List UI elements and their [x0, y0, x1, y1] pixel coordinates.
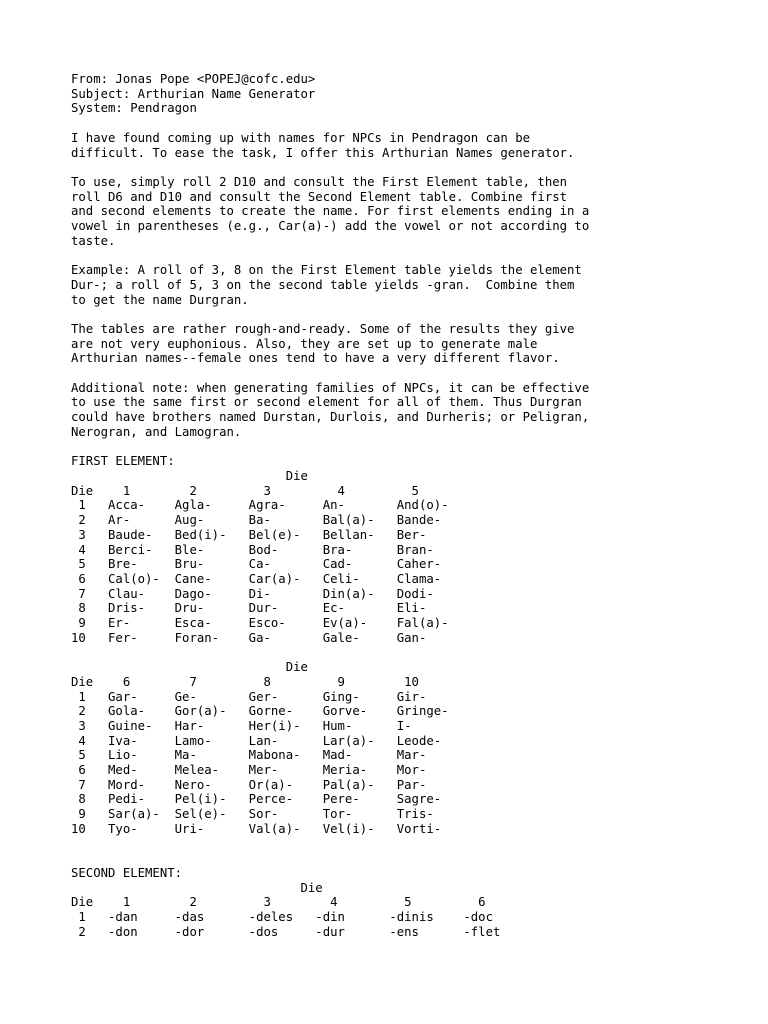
second-element-heading: SECOND ELEMENT:	[71, 865, 183, 880]
paragraph-instructions: To use, simply roll 2 D10 and consult the First Element table, then roll D6 and D10 and consult the Second Element table. Combine first and second elements to create the name. For first elements ending in a vowel in parentheses (e.g., Car(a)-) add the vowel or not according to taste.	[71, 174, 590, 248]
document-page	[71, 72, 751, 939]
paragraph-intro: I have found coming up with names for NPCs in Pendragon can be difficult. To ease the task, I offer this Arthurian Names generator.	[71, 130, 575, 160]
paragraph-caveat: The tables are rather rough-and-ready. Some of the results they give are not very euphonious. Also, they are set up to generate male Arthurian names--female ones tend to have a very different flavor.	[71, 321, 575, 366]
email-header-system: System: Pendragon	[71, 101, 197, 116]
email-header-subject: Subject: Arthurian Name Generator	[71, 86, 316, 101]
first-element-table-1-5: Die Die 1 2 3 4 5 1 Acca- Agla- Agra- An- And(o)- 2 Ar- Aug- Ba- Bal(a)- Bande- 3 Baude- Bed(i)- Bel(e)- Bellan- Ber- 4 Berci- Ble- Bod- Bra- Bran- 5 Bre- Bru- Ca- Cad- Caher- 6 Cal(o)- Cane- Car(a)- Celi- Clama- 7 Clau- Dago- Di- Din(a)- Dodi- 8 Dris- Dru- Dur- Ec- Eli- 9 Er- Esca- Esco- Ev(a)- Fal(a)- 10 Fer- Foran- Ga- Gale- Gan-	[71, 468, 449, 645]
email-header-from: From: Jonas Pope <POPEJ@cofc.edu>	[71, 72, 316, 86]
second-element-table: Die Die 1 2 3 4 5 6 1 -dan -das -deles -din -dinis -doc 2 -don -dor -dos -dur -ens -flet	[71, 880, 501, 939]
first-element-table-6-10: Die Die 6 7 8 9 10 1 Gar- Ge- Ger- Ging- Gir- 2 Gola- Gor(a)- Gorne- Gorve- Gringe- 3 Guine- Har- Her(i)- Hum- I- 4 Iva- Lamo- Lan- Lar(a)- Leode- 5 Lio- Ma- Mabona- Mad- Mar- 6 Med- Melea- Mer- Meria- Mor- 7 Mord- Nero- Or(a)- Pal(a)- Par- 8 Pedi- Pel(i)- Perce- Pere- Sagre- 9 Sar(a)- Sel(e)- Sor- Tor- Tris- 10 Tyo- Uri- Val(a)- Vel(i)- Vorti-	[71, 660, 449, 836]
paragraph-example: Example: A roll of 3, 8 on the First Element table yields the element Dur-; a roll of 5, 3 on the second table yields -gran. Combine them to get the name Durgran.	[71, 263, 582, 307]
paragraph-additional-note: Additional note: when generating families of NPCs, it can be effective to use the same first or second element for all of them. Thus Durgran could have brothers named Durstan, Durlois, and Durheris; or Peligran, Nerogran, and Lamogran.	[71, 380, 590, 439]
first-element-heading: FIRST ELEMENT:	[71, 454, 175, 469]
